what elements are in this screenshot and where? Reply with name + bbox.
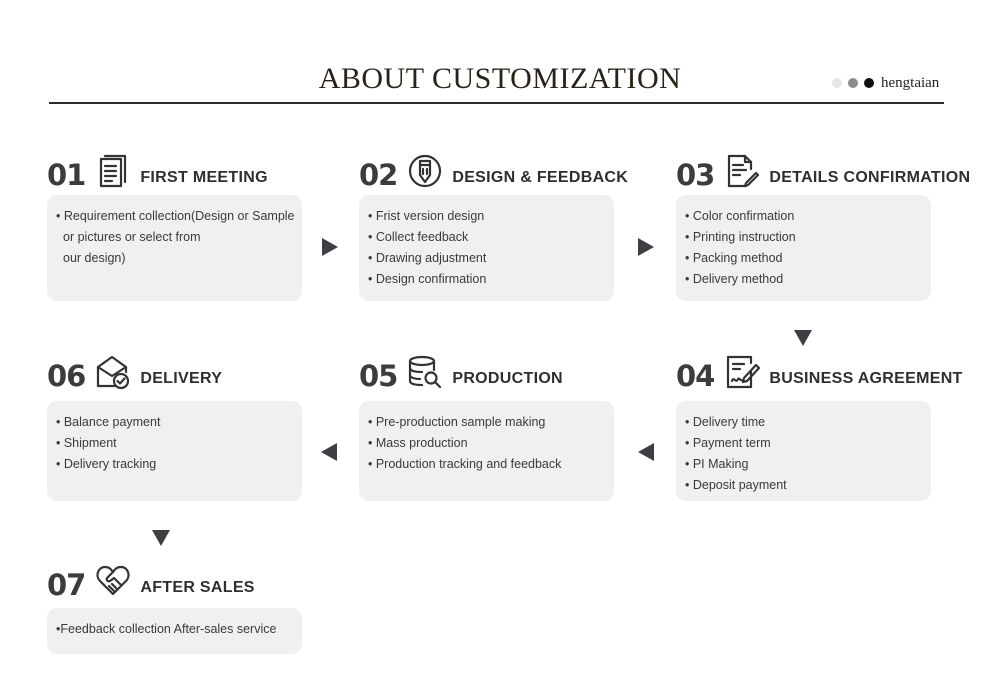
flow-arrow-right bbox=[638, 238, 654, 256]
list-item: • Requirement collection(Design or Sample bbox=[56, 209, 295, 223]
step-header bbox=[676, 351, 963, 391]
step-card bbox=[359, 195, 614, 301]
step-number: 07 bbox=[47, 568, 86, 602]
heart-handshake-icon bbox=[95, 563, 131, 599]
brand-dot-light bbox=[832, 78, 842, 88]
list-item: or pictures or select from bbox=[63, 230, 201, 244]
list-item: • Color confirmation bbox=[685, 209, 795, 223]
list-item: • Pre-production sample making bbox=[368, 415, 546, 429]
flow-arrow-right bbox=[322, 238, 338, 256]
step-label: FIRST MEETING bbox=[140, 169, 268, 186]
package-check-icon bbox=[95, 354, 131, 390]
step-number: 04 bbox=[676, 359, 715, 393]
step-header bbox=[676, 150, 970, 190]
step-card bbox=[47, 195, 302, 301]
step-header bbox=[359, 351, 563, 391]
step-card bbox=[676, 195, 931, 301]
page-title: ABOUT CUSTOMIZATION bbox=[318, 62, 682, 95]
list-item: • Production tracking and feedback bbox=[368, 457, 562, 471]
step-label: BUSINESS AGREEMENT bbox=[769, 370, 963, 387]
step-card bbox=[47, 401, 302, 501]
step-header bbox=[47, 351, 222, 391]
list-item: • Printing instruction bbox=[685, 230, 796, 244]
brand-mark bbox=[832, 74, 939, 92]
step-card bbox=[676, 401, 931, 501]
step-header bbox=[359, 150, 628, 190]
list-item: • Drawing adjustment bbox=[368, 251, 487, 265]
list-item: • PI Making bbox=[685, 457, 749, 471]
step-label: PRODUCTION bbox=[452, 370, 563, 387]
brand-dot-dark bbox=[864, 78, 874, 88]
step-label: DETAILS CONFIRMATION bbox=[769, 169, 971, 186]
brand-name: hengtaian bbox=[881, 74, 940, 91]
step-number: 02 bbox=[359, 158, 398, 192]
step-label: AFTER SALES bbox=[140, 579, 255, 596]
list-item: • Delivery tracking bbox=[56, 457, 157, 471]
list-item: our design) bbox=[63, 251, 126, 265]
flow-arrow-left bbox=[638, 443, 654, 461]
step-header bbox=[47, 560, 255, 600]
list-item: • Design confirmation bbox=[368, 272, 487, 286]
database-search-icon bbox=[407, 354, 443, 390]
list-item: • Payment term bbox=[685, 436, 771, 450]
brand-dot-mid bbox=[848, 78, 858, 88]
flow-arrow-left bbox=[321, 443, 337, 461]
step-number: 03 bbox=[676, 158, 715, 192]
step-number: 05 bbox=[359, 359, 398, 393]
step-number: 01 bbox=[47, 158, 86, 192]
flow-arrow-down bbox=[152, 530, 170, 546]
step-card bbox=[47, 608, 302, 654]
list-item: • Deposit payment bbox=[685, 478, 787, 492]
list-item: • Packing method bbox=[685, 251, 783, 265]
list-item: • Delivery time bbox=[685, 415, 766, 429]
pencil-circle-icon bbox=[407, 153, 443, 189]
list-item: • Shipment bbox=[56, 436, 117, 450]
step-header bbox=[47, 150, 268, 190]
list-item: • Frist version design bbox=[368, 209, 485, 223]
step-number: 06 bbox=[47, 359, 86, 393]
list-item: • Balance payment bbox=[56, 415, 161, 429]
title-divider bbox=[49, 102, 944, 104]
flow-arrow-down bbox=[794, 330, 812, 346]
list-item: •Feedback collection After-sales service bbox=[56, 622, 277, 636]
list-item: • Mass production bbox=[368, 436, 468, 450]
document-list-icon bbox=[95, 153, 131, 189]
list-item: • Collect feedback bbox=[368, 230, 469, 244]
contract-sign-icon bbox=[724, 354, 760, 390]
list-item: • Delivery method bbox=[685, 272, 784, 286]
step-label: DESIGN & FEEDBACK bbox=[452, 169, 629, 186]
step-card bbox=[359, 401, 614, 501]
document-edit-icon bbox=[724, 153, 760, 189]
step-label: DELIVERY bbox=[140, 370, 223, 387]
